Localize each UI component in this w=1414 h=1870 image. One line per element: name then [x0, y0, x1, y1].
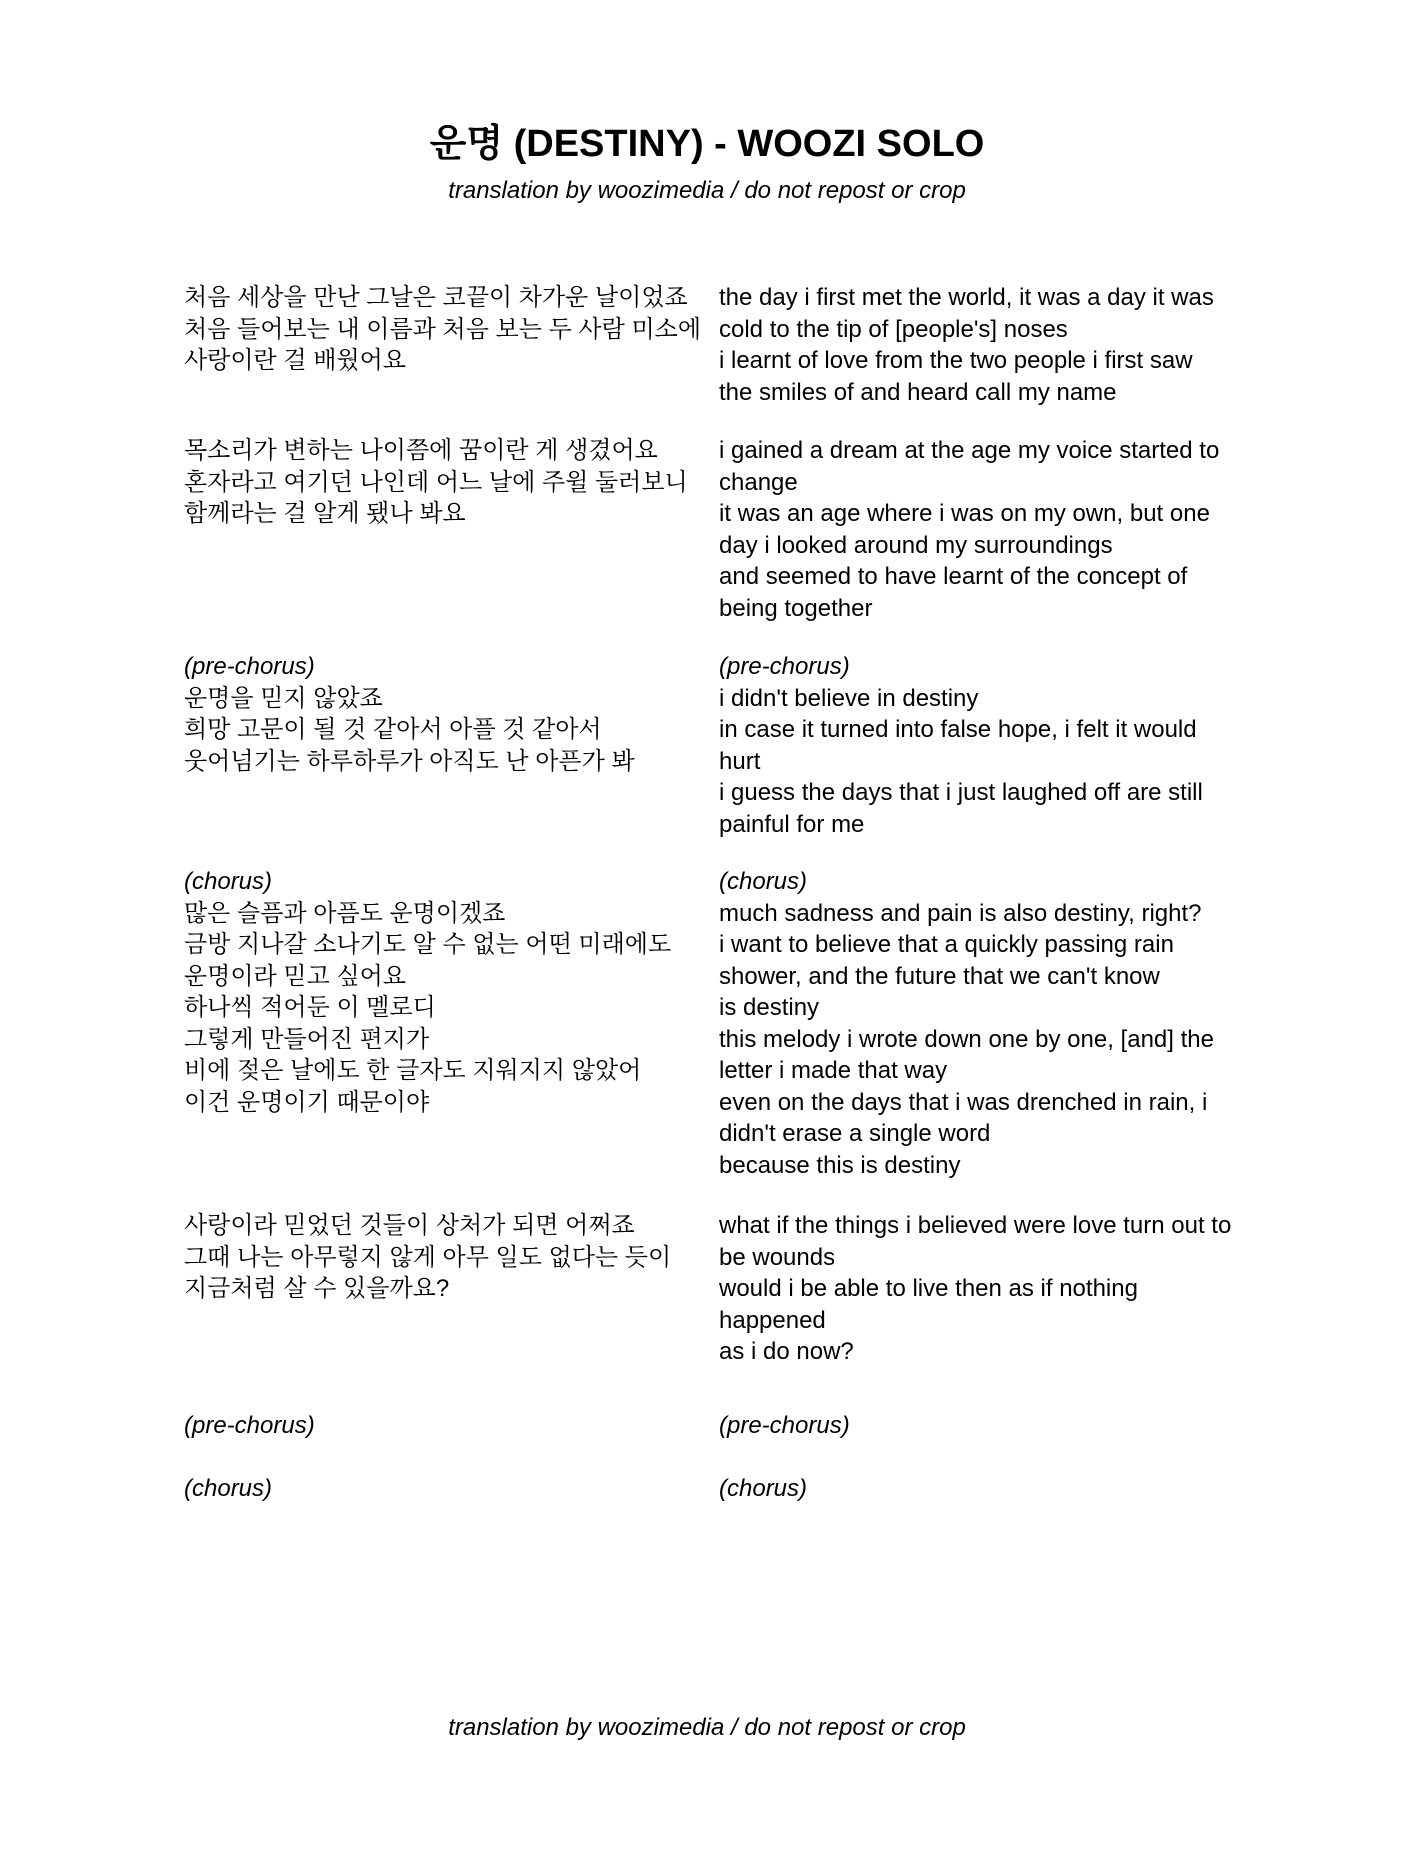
- translation-line: i learnt of love from the two people i first saw: [719, 347, 1193, 374]
- translation-line: i guess the days that i just laughed off are still: [719, 779, 1203, 806]
- section-label: (pre-chorus): [719, 653, 850, 680]
- translation-line: much sadness and pain is also destiny, right?: [719, 899, 1202, 927]
- translation-line: in case it turned into false hope, i felt it would: [719, 716, 1197, 743]
- lyric-line: 지금처럼 살 수 있을까요?: [184, 1275, 450, 1302]
- lyric-line: 사랑이란 걸 배웠어요: [184, 347, 406, 374]
- translation-line: is destiny: [719, 994, 820, 1021]
- lyric-line: 운명을 믿지 않았죠: [184, 684, 383, 712]
- translation-line: happened: [719, 1306, 826, 1334]
- lyric-line: 이건 운명이기 때문이야: [184, 1088, 430, 1116]
- lyric-line: 처음 들어보는 내 이름과 처음 보는 두 사람 미소에: [184, 315, 702, 343]
- korean-chorus: [184, 866, 671, 1118]
- section-label: (chorus): [184, 868, 273, 895]
- english-chorus: [719, 866, 1214, 1181]
- translation-line: being together: [719, 594, 873, 622]
- lyric-line: 그때 나는 아무렇지 않게 아무 일도 없다는 듯이: [184, 1243, 672, 1271]
- translation-line: be wounds: [719, 1243, 836, 1271]
- translation-line: didn't erase a single word: [719, 1120, 991, 1147]
- korean-pre-chorus-repeat: [184, 1410, 315, 1442]
- translation-line: it was an age where i was on my own, but one: [719, 500, 1210, 527]
- translation-line: what if the things i believed were love turn out to: [719, 1212, 1232, 1239]
- translation-line: change: [719, 468, 798, 496]
- translation-line: this melody i wrote down one by one, [and] the: [719, 1025, 1214, 1053]
- page-title: 운명 (DESTINY) - WOOZI SOLO: [429, 123, 985, 165]
- translation-line: hurt: [719, 747, 761, 775]
- translation-line: i didn't believe in destiny: [719, 684, 979, 712]
- korean-verse-3: [184, 1210, 671, 1305]
- translation-line: day i looked around my surroundings: [719, 531, 1113, 559]
- section-label: (chorus): [719, 1475, 808, 1502]
- english-verse-2: [719, 435, 1219, 624]
- translation-line: as i do now?: [719, 1338, 854, 1365]
- lyric-line: 웃어넘기는 하루하루가 아직도 난 아픈가 봐: [184, 747, 635, 775]
- translation-line: would i be able to live then as if nothing: [719, 1275, 1138, 1302]
- section-label: (pre-chorus): [719, 1412, 850, 1439]
- english-chorus-repeat: [719, 1473, 807, 1505]
- translation-line: i want to believe that a quickly passing rain: [719, 931, 1174, 958]
- korean-verse-2: [184, 435, 688, 530]
- lyric-line: 사랑이라 믿었던 것들이 상처가 되면 어쩌죠: [184, 1212, 635, 1239]
- lyric-line: 많은 슬픔과 아픔도 운명이겠죠: [184, 899, 506, 927]
- english-verse-1: [719, 282, 1214, 408]
- lyric-line: 그렇게 만들어진 편지가: [184, 1025, 430, 1053]
- translation-line: cold to the tip of [people's] noses: [719, 315, 1068, 343]
- translation-line: even on the days that i was drenched in rain, i: [719, 1088, 1208, 1116]
- lyric-line: 희망 고문이 될 것 같아서 아플 것 같아서: [184, 716, 602, 743]
- korean-chorus-repeat: [184, 1473, 272, 1505]
- korean-pre-chorus: [184, 651, 635, 777]
- lyric-line: 금방 지나갈 소나기도 알 수 없는 어떤 미래에도: [184, 931, 672, 958]
- korean-verse-1: [184, 282, 701, 377]
- section-label: (chorus): [184, 1475, 273, 1502]
- translation-line: shower, and the future that we can't know: [719, 962, 1160, 990]
- translation-line: because this is destiny: [719, 1151, 961, 1179]
- credit-top: translation by woozimedia / do not repost or crop: [448, 177, 966, 204]
- credit-bottom: translation by woozimedia / do not repost or crop: [448, 1714, 966, 1741]
- lyric-line: 목소리가 변하는 나이쯤에 꿈이란 게 생겼어요: [184, 437, 658, 464]
- section-label: (chorus): [719, 868, 808, 895]
- translation-line: painful for me: [719, 810, 865, 838]
- translation-line: the day i first met the world, it was a day it was: [719, 284, 1214, 311]
- lyric-line: 처음 세상을 만난 그날은 코끝이 차가운 날이었죠: [184, 284, 688, 311]
- translation-line: i gained a dream at the age my voice started to: [719, 437, 1220, 464]
- english-verse-3: [719, 1210, 1231, 1368]
- translation-line: and seemed to have learnt of the concept of: [719, 563, 1188, 590]
- lyric-line: 혼자라고 여기던 나인데 어느 날에 주윌 둘러보니: [184, 468, 688, 496]
- section-label: (pre-chorus): [184, 1412, 315, 1439]
- section-label: (pre-chorus): [184, 653, 315, 680]
- translation-line: the smiles of and heard call my name: [719, 378, 1117, 406]
- english-pre-chorus-repeat: [719, 1410, 850, 1442]
- english-pre-chorus: [719, 651, 1203, 840]
- translation-line: letter i made that way: [719, 1057, 948, 1084]
- lyric-line: 하나씩 적어둔 이 멜로디: [184, 994, 436, 1021]
- lyric-line: 운명이라 믿고 싶어요: [184, 962, 406, 990]
- lyric-line: 함께라는 걸 알게 됐나 봐요: [184, 500, 466, 527]
- lyric-line: 비에 젖은 날에도 한 글자도 지워지지 않았어: [184, 1057, 642, 1084]
